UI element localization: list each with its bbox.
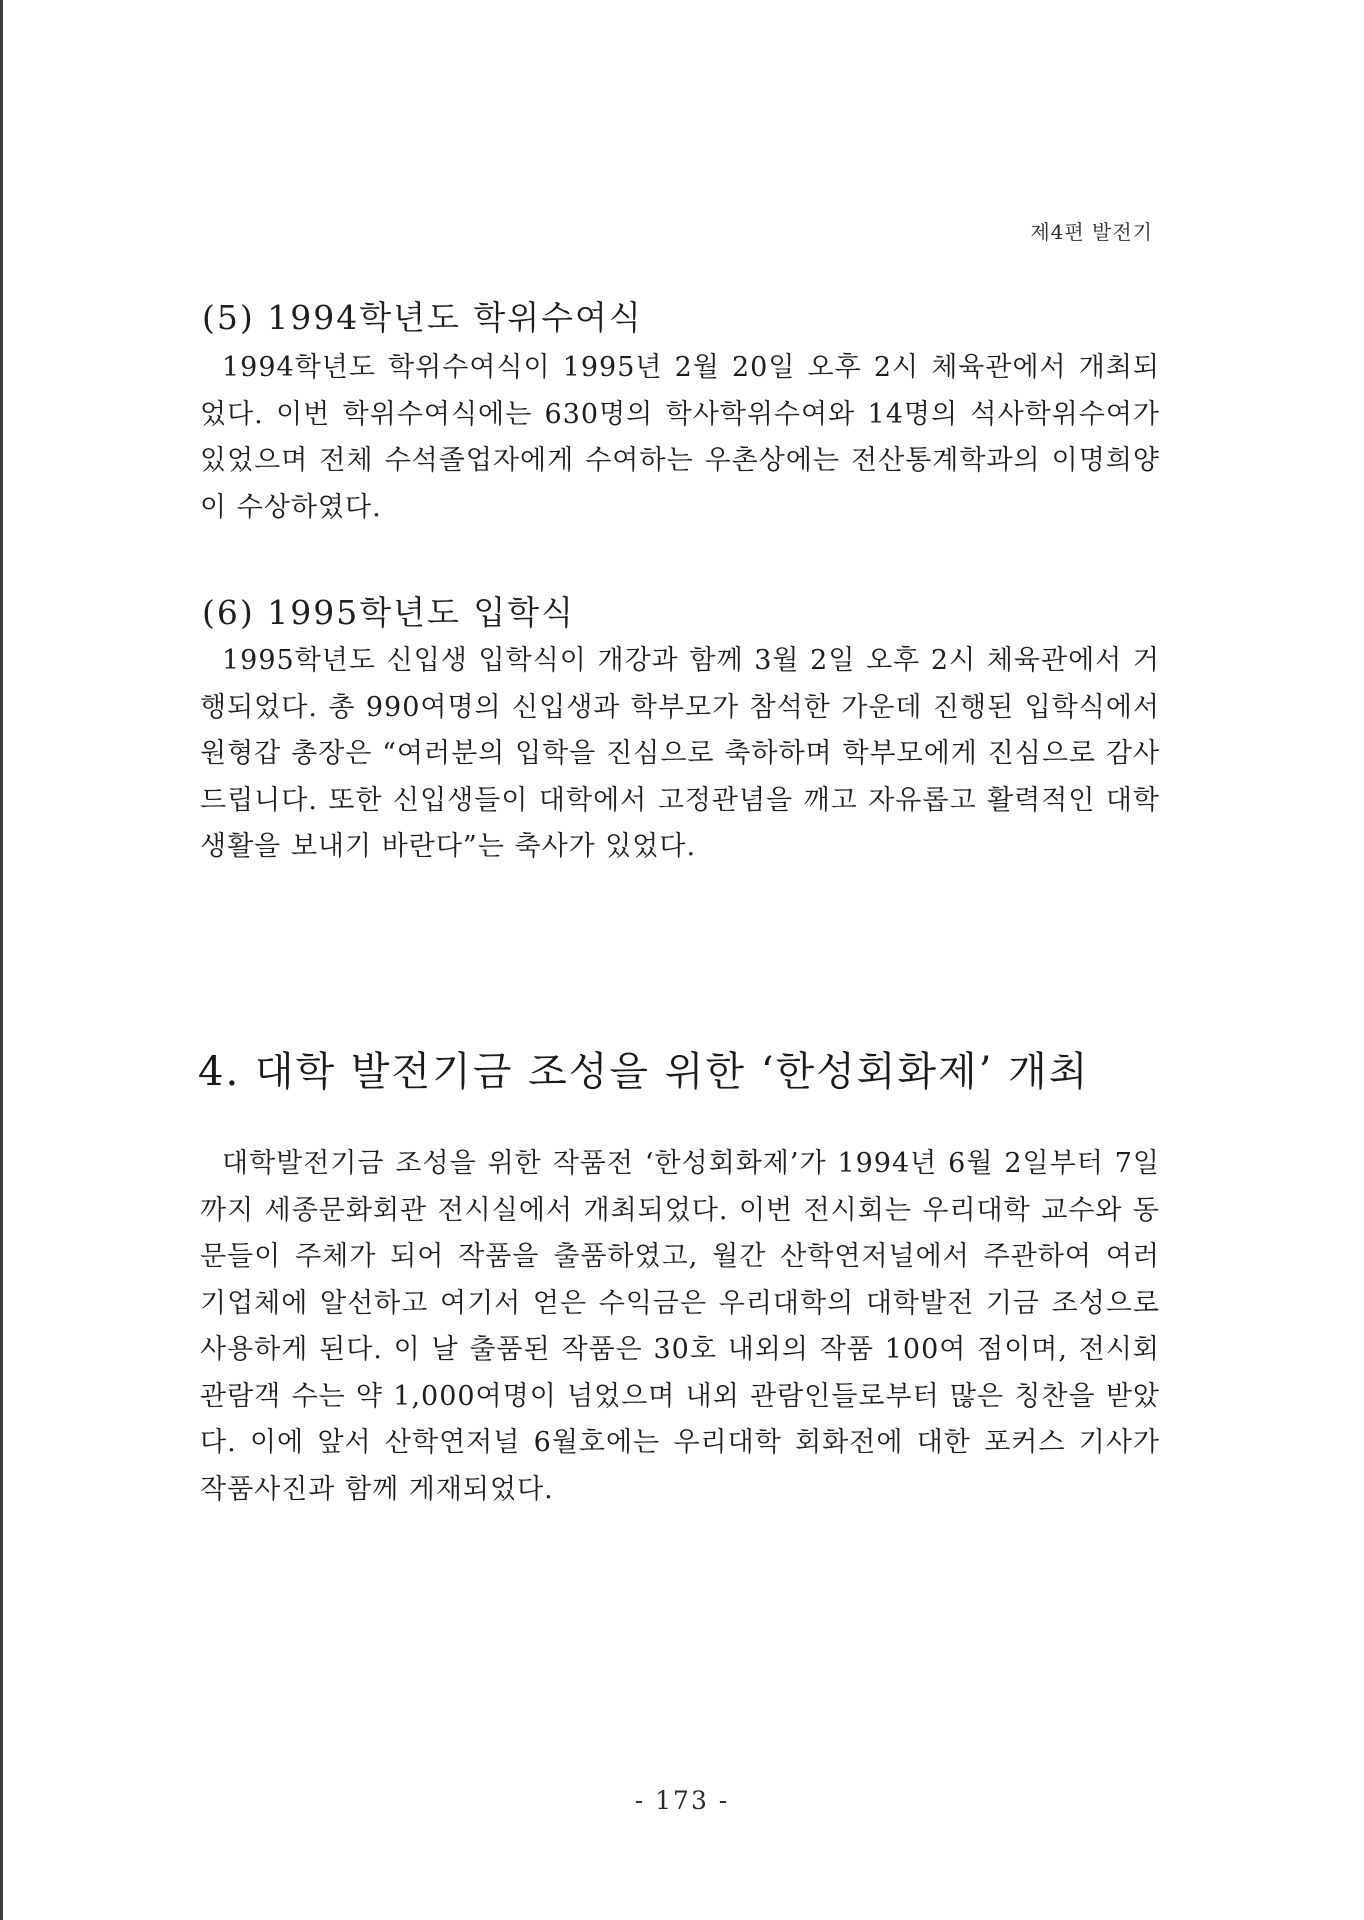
paragraph: 1994학년도 학위수여식이 1995년 2월 20일 오후 2시 체육관에서 개최되었다. 이번 학위수여식에는 630명의 학사학위수여와 14명의 석사학위수여가 있었으며 전체 수석졸업자에게 수여하는 우촌상에는 전산통계학과의 이명희양이 수상하였다.	[200, 352, 1160, 523]
chapter-body	[200, 1141, 1160, 1513]
running-header: 제4편 발전기	[1030, 220, 1153, 244]
paragraph: 대학발전기금 조성을 위한 작품전 ‘한성회화제’가 1994년 6월 2일부터 7일까지 세종문화회관 전시실에서 개최되었다. 이번 전시회는 우리대학 교수와 동문들이 주체가 되어 작품을 출품하였고, 월간 산학연저널에서 주관하여 여러 기업체에 알선하고 여기서 얻은 수익금은 우리대학의 대학발전 기금 조성으로 사용하게 된다. 이 날 출품된 작품은 30호 내외의 작품 100여 점이며, 전시회 관람객 수는 약 1,000여명이 넘었으며 내외 관람인들로부터 많은 칭찬을 받았다. 이에 앞서 산학연저널 6월호에는 우리대학 회화전에 대한 포커스 기사가 작품사진과 함께 게재되었다.	[200, 1148, 1160, 1505]
paragraph: 1995학년도 신입생 입학식이 개강과 함께 3월 2일 오후 2시 체육관에서 거행되었다. 총 990여명의 신입생과 학부모가 참석한 가운데 진행된 입학식에서 원형갑 총장은 “여러분의 입학을 진심으로 축하하며 학부모에게 진심으로 감사드립니다. 또한 신입생들이 대학에서 고정관념을 깨고 자유롭고 활력적인 대학생활을 보내기 바란다”는 축사가 있었다.	[200, 645, 1160, 862]
section-body-degree-ceremony	[200, 345, 1160, 531]
page-number: - 173 -	[634, 1786, 730, 1815]
section-heading-degree-ceremony: (5) 1994학년도 학위수여식	[202, 298, 643, 337]
section-heading-entrance-ceremony: (6) 1995학년도 입학식	[202, 593, 575, 632]
page-edge-line	[0, 0, 3, 1920]
chapter-heading: 4. 대학 발전기금 조성을 위한 ‘한성회화제’ 개최	[198, 1049, 1090, 1095]
section-body-entrance-ceremony	[200, 638, 1160, 871]
